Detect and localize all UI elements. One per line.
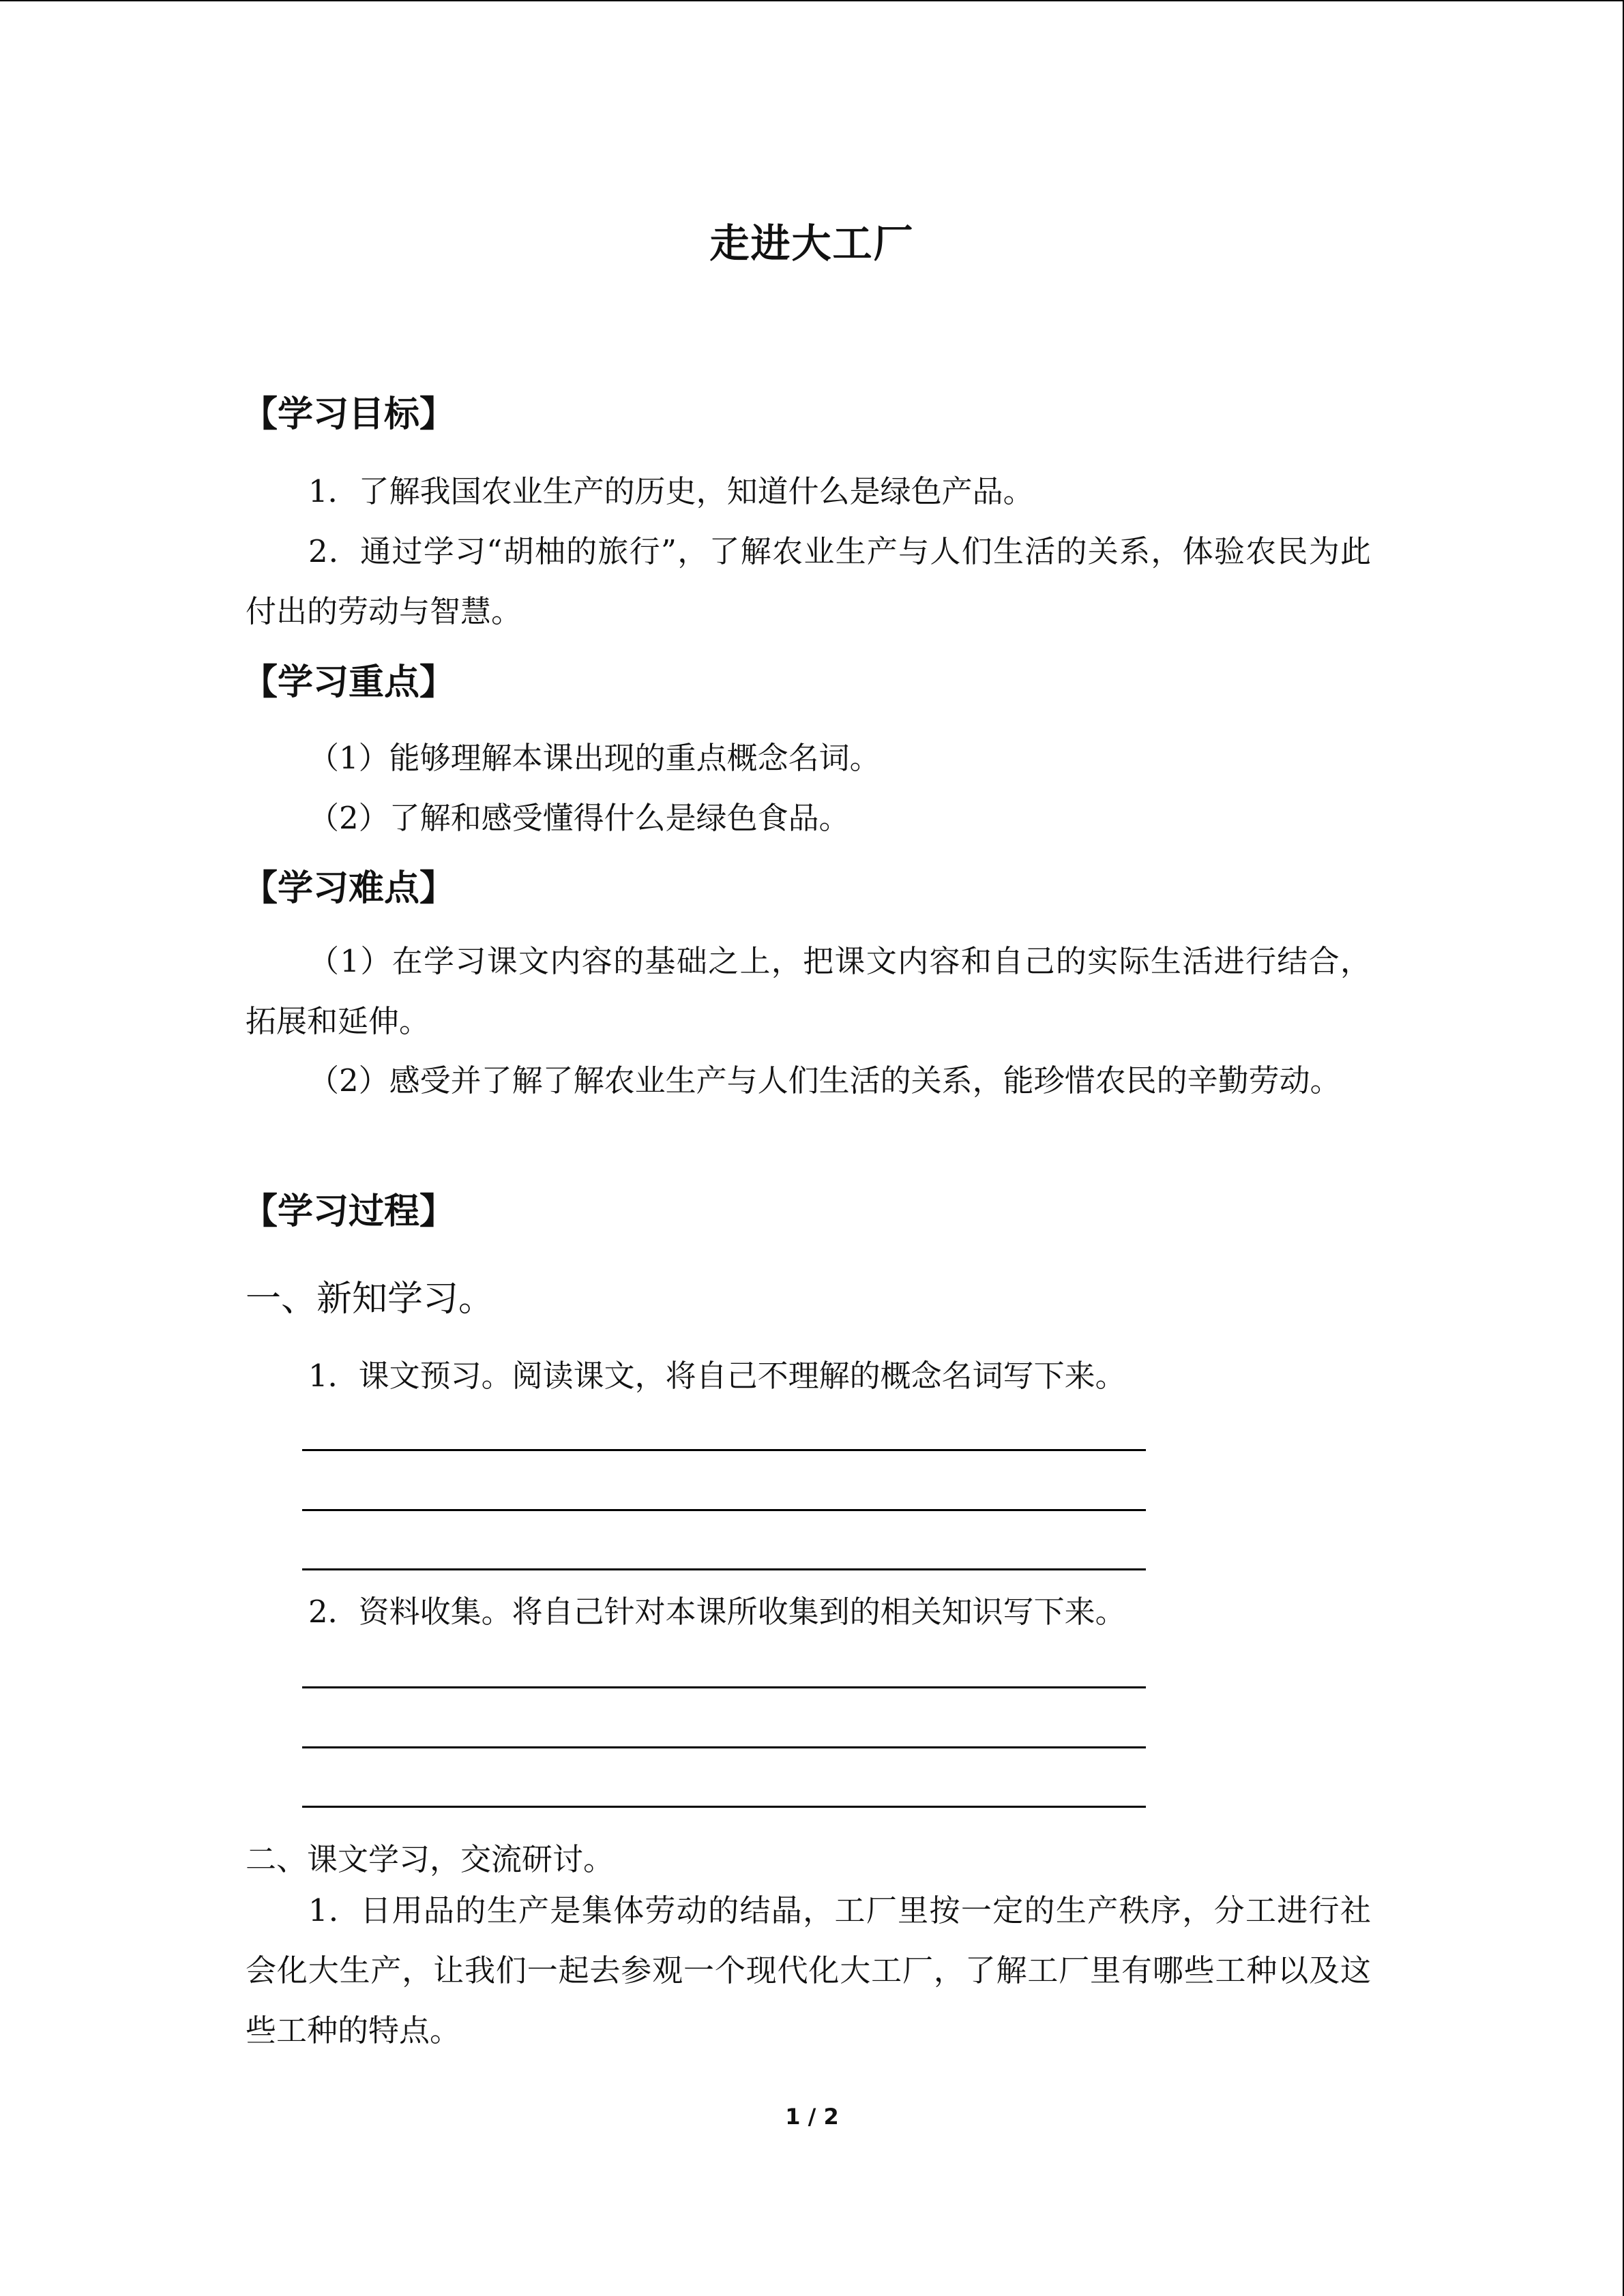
key-point-item-2: （2）了解和感受懂得什么是绿色食品。 xyxy=(308,800,850,836)
answer-line[interactable] xyxy=(302,1686,1146,1688)
objective-item-1: 1．了解我国农业生产的历史，知道什么是绿色产品。 xyxy=(308,473,1034,509)
objective-item-2: 2．通过学习“胡柚的旅行”，了解农业生产与人们生活的关系，体验农民为此付出的劳动与智慧。 xyxy=(246,533,1371,629)
objectives-heading: 【学习目标】 xyxy=(242,394,456,435)
question-daily-goods: 1．日用品的生产是集体劳动的结晶，工厂里按一定的生产秩序，分工进行社会化大生产，让我们一起去参观一个现代化大工厂，了解工厂里有哪些工种以及这些工种的特点。 xyxy=(246,1892,1371,2048)
page-top-border xyxy=(0,0,1624,1)
page-number: 1 / 2 xyxy=(785,2104,839,2130)
key-point-item-1: （1）能够理解本课出现的重点概念名词。 xyxy=(308,740,881,776)
document-title: 走进大工厂 xyxy=(709,220,915,267)
answer-line[interactable] xyxy=(302,1509,1146,1511)
difficulty-item-1: （1）在学习课文内容的基础之上，把课文内容和自己的实际生活进行结合，拓展和延伸。 xyxy=(246,943,1371,1039)
question-materials: 2．资料收集。将自己针对本课所收集到的相关知识写下来。 xyxy=(308,1594,1126,1630)
difficulty-item-2: （2）感受并了解了解农业生产与人们生活的关系，能珍惜农民的辛勤劳动。 xyxy=(308,1062,1341,1099)
key-points-heading: 【学习重点】 xyxy=(242,662,456,703)
answer-line[interactable] xyxy=(302,1568,1146,1570)
answer-line[interactable] xyxy=(302,1449,1146,1451)
answer-line[interactable] xyxy=(302,1746,1146,1748)
section-new-knowledge: 一、新知学习。 xyxy=(246,1279,494,1320)
section-text-study: 二、课文学习，交流研讨。 xyxy=(246,1841,615,1877)
question-preview: 1．课文预习。阅读课文，将自己不理解的概念名词写下来。 xyxy=(308,1358,1126,1394)
difficulties-heading: 【学习难点】 xyxy=(242,868,456,909)
process-heading: 【学习过程】 xyxy=(242,1191,456,1232)
answer-line[interactable] xyxy=(302,1806,1146,1808)
